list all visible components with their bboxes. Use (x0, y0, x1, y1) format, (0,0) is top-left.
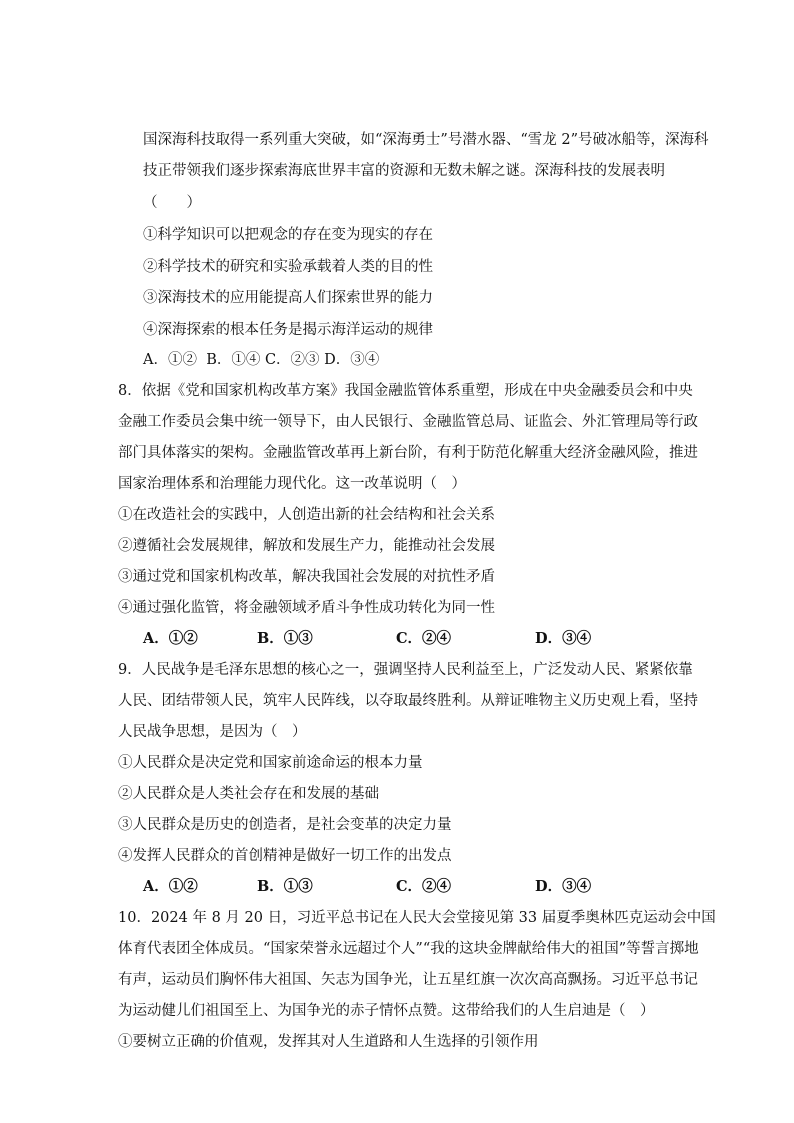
q7-statement-4: ④深海探索的根本任务是揭示海洋运动的规律 (143, 322, 433, 338)
q9-option-c: C．②④ (396, 878, 452, 895)
q9-stem-line-2: 人民、团结带领人民，筑牢人民阵线，以夺取最终胜利。从辩证唯物主义历史观上看，坚持 (118, 693, 698, 709)
q7-statement-1: ①科学知识可以把观念的存在变为现实的存在 (143, 227, 433, 243)
q9-statement-2: ②人民群众是人类社会存在和发展的基础 (118, 786, 379, 802)
q8-stem-line-2: 金融工作委员会集中统一领导下，由人民银行、金融监管总局、证监会、外汇管理局等行政 (118, 414, 698, 430)
q9-statement-1: ①人民群众是决定党和国家前途命运的根本力量 (118, 755, 423, 771)
q7-stem-line-2: 技正带领我们逐步探索海底世界丰富的资源和无数未解之谜。深海科技的发展表明 (143, 163, 665, 179)
q8-option-b: B．①③ (257, 630, 313, 647)
q10-stem-line-1: 10．2024 年 8 月 20 日，习近平总书记在人民大会堂接见第 33 届夏季奥林匹克运动会中国 (118, 910, 716, 926)
q10-stem-line-3: 有声，运动员们胸怀伟大祖国、矢志为国争光，让五星红旗一次次高高飘扬。习近平总书记 (118, 972, 698, 988)
q10-stem-line-4: 为运动健儿们祖国至上、为国争光的赤子情怀点赞。这带给我们的人生启迪是（ ） (118, 1003, 655, 1019)
q8-option-a: A．①② (143, 630, 198, 647)
q7-stem-line-3: （ ） (143, 195, 201, 211)
q7-statement-2: ②科学技术的研究和实验承载着人类的目的性 (143, 259, 433, 275)
q9-statement-3: ③人民群众是历史的创造者，是社会变革的决定力量 (118, 817, 452, 833)
q8-statement-1: ①在改造社会的实践中，人创造出新的社会结构和社会关系 (118, 507, 495, 523)
q9-statement-4: ④发挥人民群众的首创精神是做好一切工作的出发点 (118, 848, 452, 864)
q8-statement-2: ②遵循社会发展规律，解放和发展生产力，能推动社会发展 (118, 538, 495, 554)
q8-stem-line-3: 部门具体落实的架构。金融监管改革再上新台阶，有利于防范化解重大经济金融风险，推进 (118, 445, 698, 461)
q7-statement-3: ③深海技术的应用能提高人们探索世界的能力 (143, 290, 433, 306)
q9-option-a: A．①② (143, 878, 198, 895)
q9-option-d: D．③④ (535, 878, 592, 895)
q9-stem-line-3: 人民战争思想，是因为（ ） (118, 724, 307, 740)
q8-stem-line-4: 国家治理体系和治理能力现代化。这一改革说明（ ） (118, 476, 466, 492)
q9-option-b: B．①③ (257, 878, 313, 895)
q10-stem-line-2: 体育代表团全体成员。“国家荣誉永远超过个人”“我的这块金牌献给伟大的祖国”等誓言掷地 (118, 941, 699, 957)
q7-options: A．①② B．①④ C．②③ D．③④ (143, 352, 380, 368)
q8-stem-line-1: 8．依据《党和国家机构改革方案》我国金融监管体系重塑，形成在中央金融委员会和中央 (118, 383, 693, 399)
q8-statement-4: ④通过强化监管，将金融领域矛盾斗争性成功转化为同一性 (118, 600, 495, 616)
q9-stem-line-1: 9．人民战争是毛泽东思想的核心之一，强调坚持人民利益至上，广泛发动人民、紧紧依靠 (118, 662, 693, 678)
q7-stem-line-1: 国深海科技取得一系列重大突破，如“深海勇士”号潜水器、“雪龙 2”号破冰船等，深海科 (143, 132, 709, 148)
q8-option-d: D．③④ (535, 630, 592, 647)
q8-option-c: C．②④ (396, 630, 452, 647)
q10-statement-1: ①要树立正确的价值观，发挥其对人生道路和人生选择的引领作用 (118, 1034, 539, 1050)
q8-statement-3: ③通过党和国家机构改革，解决我国社会发展的对抗性矛盾 (118, 569, 495, 585)
